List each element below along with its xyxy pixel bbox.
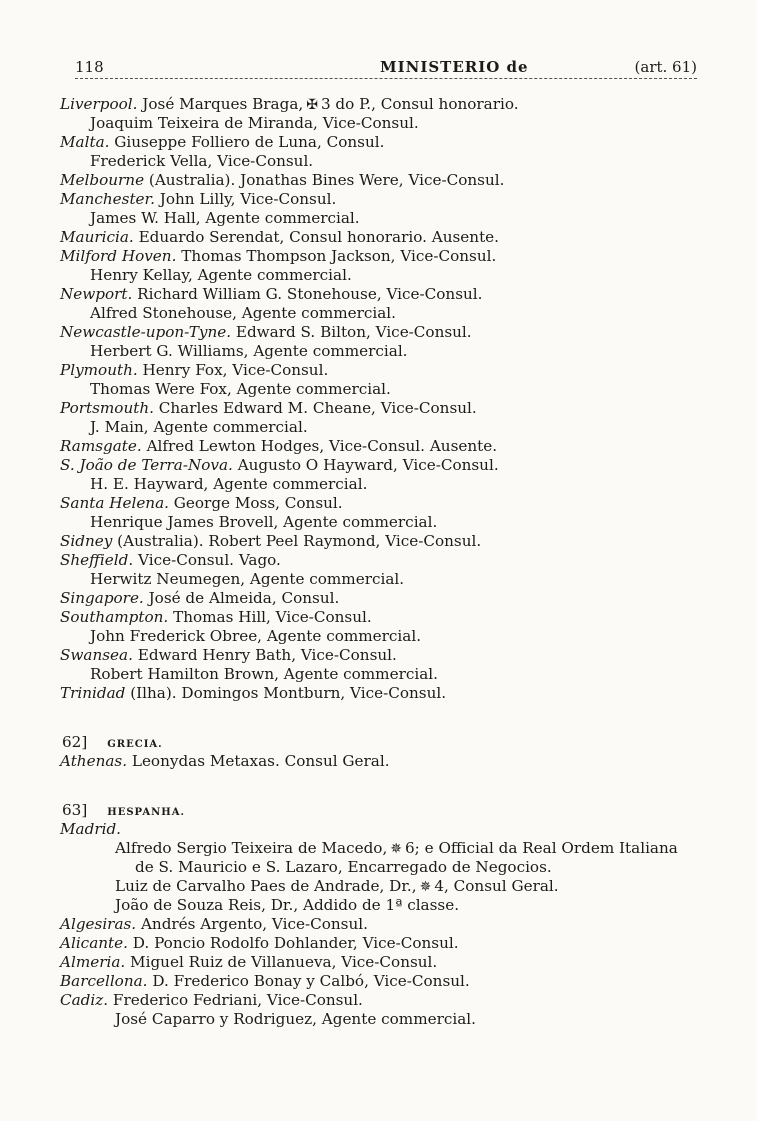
place-name: Melbourne bbox=[60, 171, 145, 189]
entry-line bbox=[60, 380, 720, 399]
running-title: MINISTERIO de bbox=[380, 58, 529, 76]
place-name: Sheffield. bbox=[60, 551, 134, 569]
entry-line bbox=[60, 896, 720, 915]
entry-line bbox=[60, 228, 720, 247]
entry-line bbox=[60, 247, 720, 266]
entry-text: J. Main, Agente commercial. bbox=[90, 418, 308, 436]
entry-text: Thomas Thompson Jackson, Vice-Consul. bbox=[181, 247, 497, 265]
entry-text: Henry Fox, Vice-Consul. bbox=[142, 361, 329, 379]
entry-line bbox=[60, 1010, 720, 1029]
entry-text: Frederick Vella, Vice-Consul. bbox=[90, 152, 314, 170]
entry-text: Henrique James Brovell, Agente commercial. bbox=[90, 513, 438, 531]
place-name: Manchester. bbox=[60, 190, 155, 208]
place-name: Malta. bbox=[60, 133, 110, 151]
entry-line bbox=[60, 190, 720, 209]
entry-text: D. Poncio Rodolfo Dohlander, Vice-Consul. bbox=[132, 934, 459, 952]
place-name: Singapore. bbox=[60, 589, 144, 607]
entry-line bbox=[60, 589, 720, 608]
entry-text: João de Souza Reis, Dr., Addido de 1ª classe. bbox=[115, 896, 460, 914]
place-name: Madrid. bbox=[60, 820, 121, 838]
document-body bbox=[60, 95, 720, 1029]
entry-line bbox=[60, 839, 720, 858]
entry-text: Alfred Lewton Hodges, Vice-Consul. Ausente. bbox=[146, 437, 498, 455]
entry-text: José de Almeida, Consul. bbox=[148, 589, 340, 607]
entry-line bbox=[60, 456, 720, 475]
entry-text: Vice-Consul. Vago. bbox=[138, 551, 281, 569]
place-name: Algesiras. bbox=[60, 915, 137, 933]
entry-text: Frederico Fedriani, Vice-Consul. bbox=[112, 991, 363, 1009]
entry-line bbox=[60, 934, 720, 953]
entry-text: Charles Edward M. Cheane, Vice-Consul. bbox=[158, 399, 477, 417]
section-heading bbox=[60, 733, 720, 752]
entry-line bbox=[60, 752, 720, 771]
entry-line bbox=[60, 437, 720, 456]
entry-text: de S. Mauricio e S. Lazaro, Encarregado de Negocios. bbox=[135, 858, 552, 876]
entry-text: 6; e Official da Real Ordem Italiana bbox=[405, 839, 678, 857]
entry-text: Herbert G. Williams, Agente commercial. bbox=[90, 342, 408, 360]
order-cross-icon: ✠ bbox=[306, 97, 318, 113]
order-star-icon: ✵ bbox=[419, 879, 432, 895]
entry-line bbox=[60, 953, 720, 972]
place-name: Sidney bbox=[60, 532, 113, 550]
section-name: GRECIA. bbox=[107, 739, 163, 750]
section-gap bbox=[60, 703, 720, 733]
place-name: Mauricia. bbox=[60, 228, 134, 246]
entry-line bbox=[60, 991, 720, 1010]
entry-line bbox=[60, 665, 720, 684]
entry-line bbox=[60, 114, 720, 133]
entry-line bbox=[60, 877, 720, 896]
entry-line bbox=[60, 266, 720, 285]
entry-text: (Australia). Robert Peel Raymond, Vice-Consul. bbox=[117, 532, 482, 550]
order-star-icon: ✵ bbox=[390, 841, 403, 857]
place-name: Santa Helena. bbox=[60, 494, 169, 512]
entry-text: Eduardo Serendat, Consul honorario. Ausente. bbox=[138, 228, 499, 246]
entry-line bbox=[60, 418, 720, 437]
entry-text: Augusto O Hayward, Vice-Consul. bbox=[237, 456, 499, 474]
entry-text: John Frederick Obree, Agente commercial. bbox=[90, 627, 422, 645]
entry-line bbox=[60, 513, 720, 532]
entry-text: 3 do P., Consul honorario. bbox=[320, 95, 519, 113]
section-heading bbox=[60, 801, 720, 820]
entry-line bbox=[60, 570, 720, 589]
entry-text: Edward Henry Bath, Vice-Consul. bbox=[137, 646, 397, 664]
entry-line bbox=[60, 342, 720, 361]
section-number: 63] bbox=[62, 801, 88, 819]
entry-text: Giuseppe Folliero de Luna, Consul. bbox=[114, 133, 385, 151]
entry-line bbox=[60, 858, 720, 877]
entry-text: (Ilha). Domingos Montburn, Vice-Consul. bbox=[130, 684, 447, 702]
entry-text: Joaquim Teixeira de Miranda, Vice-Consul. bbox=[90, 114, 419, 132]
entry-text: (Australia). Jonathas Bines Were, Vice-Consul. bbox=[148, 171, 505, 189]
page-number: 118 bbox=[75, 58, 104, 76]
entry-text: H. E. Hayward, Agente commercial. bbox=[90, 475, 368, 493]
place-name: Almeria. bbox=[60, 953, 126, 971]
place-name: Cadiz. bbox=[60, 991, 109, 1009]
entry-line bbox=[60, 627, 720, 646]
entry-text: Alfred Stonehouse, Agente commercial. bbox=[90, 304, 396, 322]
entry-line bbox=[60, 209, 720, 228]
entry-line bbox=[60, 608, 720, 627]
entry-text: Thomas Hill, Vice-Consul. bbox=[173, 608, 372, 626]
place-name: Milford Hoven. bbox=[60, 247, 177, 265]
entry-text: Luiz de Carvalho Paes de Andrade, Dr., bbox=[115, 877, 417, 895]
entry-line bbox=[60, 494, 720, 513]
entry-line bbox=[60, 152, 720, 171]
entry-text: Richard William G. Stonehouse, Vice-Consul. bbox=[137, 285, 483, 303]
entry-line bbox=[60, 475, 720, 494]
entry-text: John Lilly, Vice-Consul. bbox=[159, 190, 337, 208]
place-name: S. João de Terra-Nova. bbox=[60, 456, 233, 474]
place-name: Newcastle-upon-Tyne. bbox=[60, 323, 232, 341]
entry-line bbox=[60, 551, 720, 570]
entry-text: Thomas Were Fox, Agente commercial. bbox=[90, 380, 391, 398]
entry-line bbox=[60, 304, 720, 323]
article-reference: (art. 61) bbox=[634, 58, 697, 76]
entry-text: D. Frederico Bonay y Calbó, Vice-Consul. bbox=[152, 972, 470, 990]
entry-line bbox=[60, 399, 720, 418]
entry-text: James W. Hall, Agente commercial. bbox=[90, 209, 360, 227]
entry-text: Robert Hamilton Brown, Agente commercial. bbox=[90, 665, 438, 683]
entry-text: Miguel Ruiz de Villanueva, Vice-Consul. bbox=[130, 953, 438, 971]
entry-text: José Marques Braga, bbox=[142, 95, 304, 113]
section-gap bbox=[60, 771, 720, 801]
place-name: Liverpool. bbox=[60, 95, 138, 113]
header-rule bbox=[75, 78, 697, 79]
entry-text: Leonydas Metaxas. Consul Geral. bbox=[131, 752, 390, 770]
place-name: Swansea. bbox=[60, 646, 133, 664]
entry-line bbox=[60, 532, 720, 551]
entry-line bbox=[60, 323, 720, 342]
place-name: Newport. bbox=[60, 285, 133, 303]
entry-line bbox=[60, 133, 720, 152]
page-header bbox=[75, 58, 697, 78]
entry-line bbox=[60, 684, 720, 703]
place-name: Ramsgate. bbox=[60, 437, 142, 455]
place-name: Plymouth. bbox=[60, 361, 138, 379]
section-name: HESPANHA. bbox=[107, 807, 185, 818]
entry-line bbox=[60, 361, 720, 380]
entry-text: Herwitz Neumegen, Agente commercial. bbox=[90, 570, 405, 588]
entry-line bbox=[60, 95, 720, 114]
entry-line bbox=[60, 285, 720, 304]
entry-text: Andrés Argento, Vice-Consul. bbox=[140, 915, 368, 933]
place-name: Barcellona. bbox=[60, 972, 148, 990]
entry-line bbox=[60, 972, 720, 991]
place-name: Athenas. bbox=[60, 752, 128, 770]
entry-text: 4, Consul Geral. bbox=[434, 877, 559, 895]
entry-text: Edward S. Bilton, Vice-Consul. bbox=[235, 323, 472, 341]
place-name: Alicante. bbox=[60, 934, 128, 952]
section-number: 62] bbox=[62, 733, 88, 751]
entry-line bbox=[60, 171, 720, 190]
place-name: Trinidad bbox=[60, 684, 126, 702]
entry-text: José Caparro y Rodriguez, Agente commercial. bbox=[115, 1010, 476, 1028]
entry-line bbox=[60, 820, 720, 839]
entry-text: Alfredo Sergio Teixeira de Macedo, bbox=[115, 839, 388, 857]
entry-line bbox=[60, 646, 720, 665]
entry-text: George Moss, Consul. bbox=[173, 494, 343, 512]
place-name: Southampton. bbox=[60, 608, 169, 626]
entry-line bbox=[60, 915, 720, 934]
entry-text: Henry Kellay, Agente commercial. bbox=[90, 266, 352, 284]
place-name: Portsmouth. bbox=[60, 399, 154, 417]
